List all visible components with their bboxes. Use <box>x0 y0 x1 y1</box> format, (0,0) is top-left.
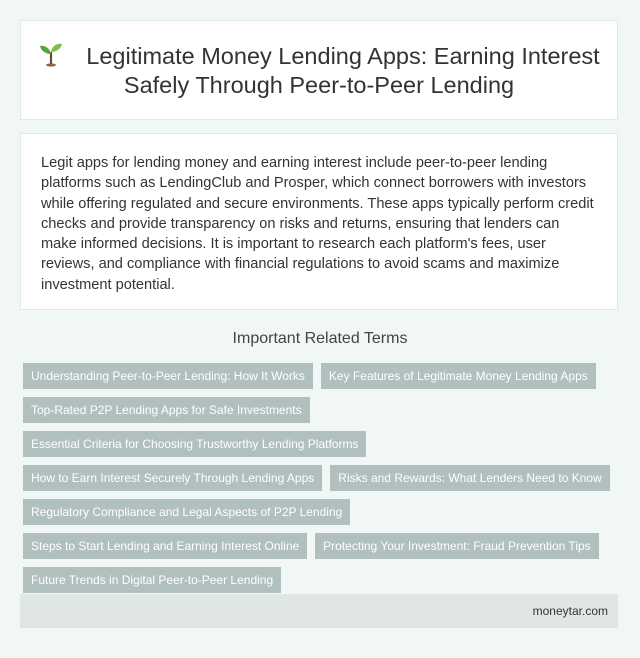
footer-site-link[interactable]: moneytar.com <box>532 604 608 618</box>
related-terms-heading: Important Related Terms <box>232 330 408 347</box>
related-term-tag[interactable]: Risks and Rewards: What Lenders Need to Know <box>330 465 609 491</box>
page-title-text: Legitimate Money Lending Apps: Earning Interest Safely Through Peer-to-Peer Lending <box>86 42 600 98</box>
related-term-tag[interactable]: Steps to Start Lending and Earning Interest Online <box>23 533 307 559</box>
related-term-tag[interactable]: How to Earn Interest Securely Through Lending Apps <box>23 465 322 491</box>
related-term-tag[interactable]: Essential Criteria for Choosing Trustworthy Lending Platforms <box>23 431 366 457</box>
related-term-tag[interactable]: Key Features of Legitimate Money Lending Apps <box>321 363 596 389</box>
summary-text: Legit apps for lending money and earning interest include peer-to-peer lending platforms such as LendingClub and Prosper, which connect borrowers with investors while offering regulated and secure environments. These apps typically perform credit checks and provide transparency on risks and returns, ensuring that lenders can make informed decisions. It is important to research each platform's fees, user reviews, and compliance with financial regulations to avoid scams and maximize investment potential. <box>41 155 594 293</box>
related-term-tag[interactable]: Future Trends in Digital Peer-to-Peer Lending <box>23 567 281 593</box>
related-terms-list <box>23 363 623 593</box>
page-title <box>21 41 617 100</box>
summary-card <box>20 133 618 310</box>
related-term-tag[interactable]: Regulatory Compliance and Legal Aspects of P2P Lending <box>23 499 350 525</box>
related-term-tag[interactable]: Protecting Your Investment: Fraud Prevention Tips <box>315 533 598 559</box>
related-term-tag[interactable]: Understanding Peer-to-Peer Lending: How It Works <box>23 363 313 389</box>
footer <box>20 594 618 628</box>
title-card <box>20 20 618 120</box>
related-term-tag[interactable]: Top-Rated P2P Lending Apps for Safe Investments <box>23 397 310 423</box>
seedling-icon <box>38 41 64 67</box>
